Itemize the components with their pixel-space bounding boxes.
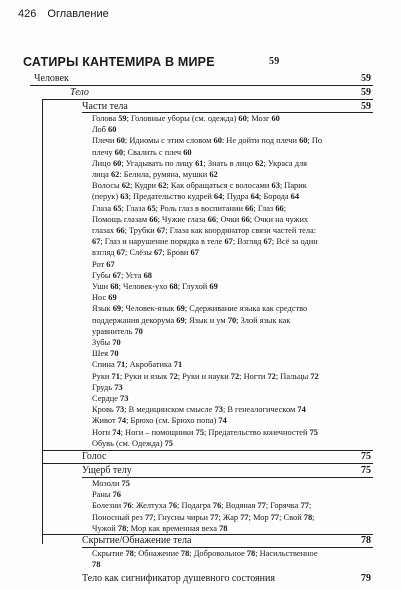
list-item: Глаза 65; Глаза 65; Роль глаз в воспитании 66; Глаз 66; [92,203,287,213]
list-item: 78 [92,560,101,570]
entry-telo-page: 59 [361,87,371,98]
skrytie-list [92,548,392,570]
list-item: поддержания декорума 69; Язык и ум 70; Злой язык как [92,315,291,325]
list-item: глазах 66; Трубки 67; Глаза как координатор связи частей тела: [92,226,317,236]
list-item: Мозоли 75 [92,479,130,488]
list-item: Волосы 62; Кудри 62; Как обращаться с волосами 63; Парик [92,181,307,191]
entry-signifikator-page: 79 [361,573,371,584]
running-title: Оглавление [47,8,109,20]
chasti-list [92,113,392,449]
list-item: Шея 70 [92,349,119,359]
rule-chelovek [30,85,373,86]
page-number: 426 [18,8,37,20]
rule-telo-left [42,99,43,544]
rule-golos-bottom [42,463,373,464]
list-item: Язык 69; Человек-язык 69; Сдерживание языка как средство [92,304,308,314]
list-item: Поносный рез 77; Гнусны чирьи 77; Жар 77; Мор 77; Свой 78; [92,512,315,522]
list-item: Кровь 73; В медицинском смысле 73; В генеалогическом 74 [92,405,306,415]
rule-telo [42,99,373,100]
list-item: Скрытие 78; Обнажение 78; Добровольное 78; Насильственное [92,549,318,558]
entry-golos-page: 75 [361,451,371,462]
list-item: Живот 74; Брюхо (см. Брюхо попа) 74 [92,416,227,426]
entry-chasti[interactable]: Части тела [82,101,128,112]
list-item: Губы 67; Уста 68 [92,270,152,280]
list-item: плечу 60; Свалить с плеч 60 [92,147,192,157]
list-item: Нос 69 [92,293,117,303]
list-item: Помощь глазам 66; Чужие глаза 66; Очки 66; Очки на чужих [92,214,309,224]
entry-chelovek-page: 59 [361,73,371,84]
list-item: Раны 76 [92,490,121,500]
list-item: Ноги 74; Ноги – помощники 75; Предательство конечностей 75 [92,427,318,437]
running-header [18,8,109,20]
list-item: Чужой 78; Мор как временная веха 78 [92,523,228,533]
list-item: лица 62: Белила, румяна, мушки 62 [92,170,218,180]
list-item: Болезни 76: Желтуха 76; Подагра 76; Водяная 77; Горячка 77; [92,501,312,511]
list-item: Сердце 73 [92,394,129,404]
list-item: Лицо 60; Угадывать по лицу 61; Знать в лицо 62; Украса для [92,158,307,168]
usherb-list [92,478,392,534]
section-title [23,55,280,69]
list-item: уравнитель 70 [92,326,143,336]
list-item: Плечи 60; Идиомы с этим словом 60: Не дойти под плечи 60; По [92,136,323,146]
entry-chasti-page: 59 [361,101,371,112]
entry-chelovek[interactable]: Человек [34,73,69,84]
section-title-page: 59 [269,56,280,67]
entry-signifikator[interactable]: Тело как сигнификатор душевного состояния [82,573,275,584]
entry-usherb-page: 75 [361,465,371,476]
list-item: Обувь (см. Одежда) 75 [92,438,173,448]
list-item: Грудь 73 [92,382,123,392]
list-item: (перук) 63; Предательство кудрей 64; Пудра 64; Борода 64 [92,192,300,202]
entry-telo[interactable]: Тело [70,87,89,98]
list-item: Зубы 70 [92,338,121,348]
entry-golos[interactable]: Голос [82,451,107,462]
list-item: Рот 67 [92,259,115,269]
list-item: взгляд 67; Слёзы 67; Брови 67 [92,248,199,258]
list-item: Руки 71; Руки и язык 72; Руки и науки 72; Ногти 72; Пальцы 72 [92,371,319,381]
list-item: Уши 68; Человек-ухо 68; Глухой 69 [92,282,218,292]
list-item: 67; Глаз и нарушение порядка в теле 67; Взгляд 67; Всё за один [92,237,318,247]
list-item: Лоб 60 [92,125,117,135]
entry-skrytie[interactable]: Скрытие/Обнажение тела [82,535,192,546]
list-item: Голова 59; Головные уборы (см. одежда) 60; Мозг 60 [92,114,280,123]
entry-usherb[interactable]: Ущерб телу [82,465,132,476]
list-item: Спина 71; Акробатика 71 [92,360,183,370]
section-title-text: САТИРЫ КАНТЕМИРА В МИРЕ [23,55,215,69]
entry-skrytie-page: 78 [361,535,371,546]
